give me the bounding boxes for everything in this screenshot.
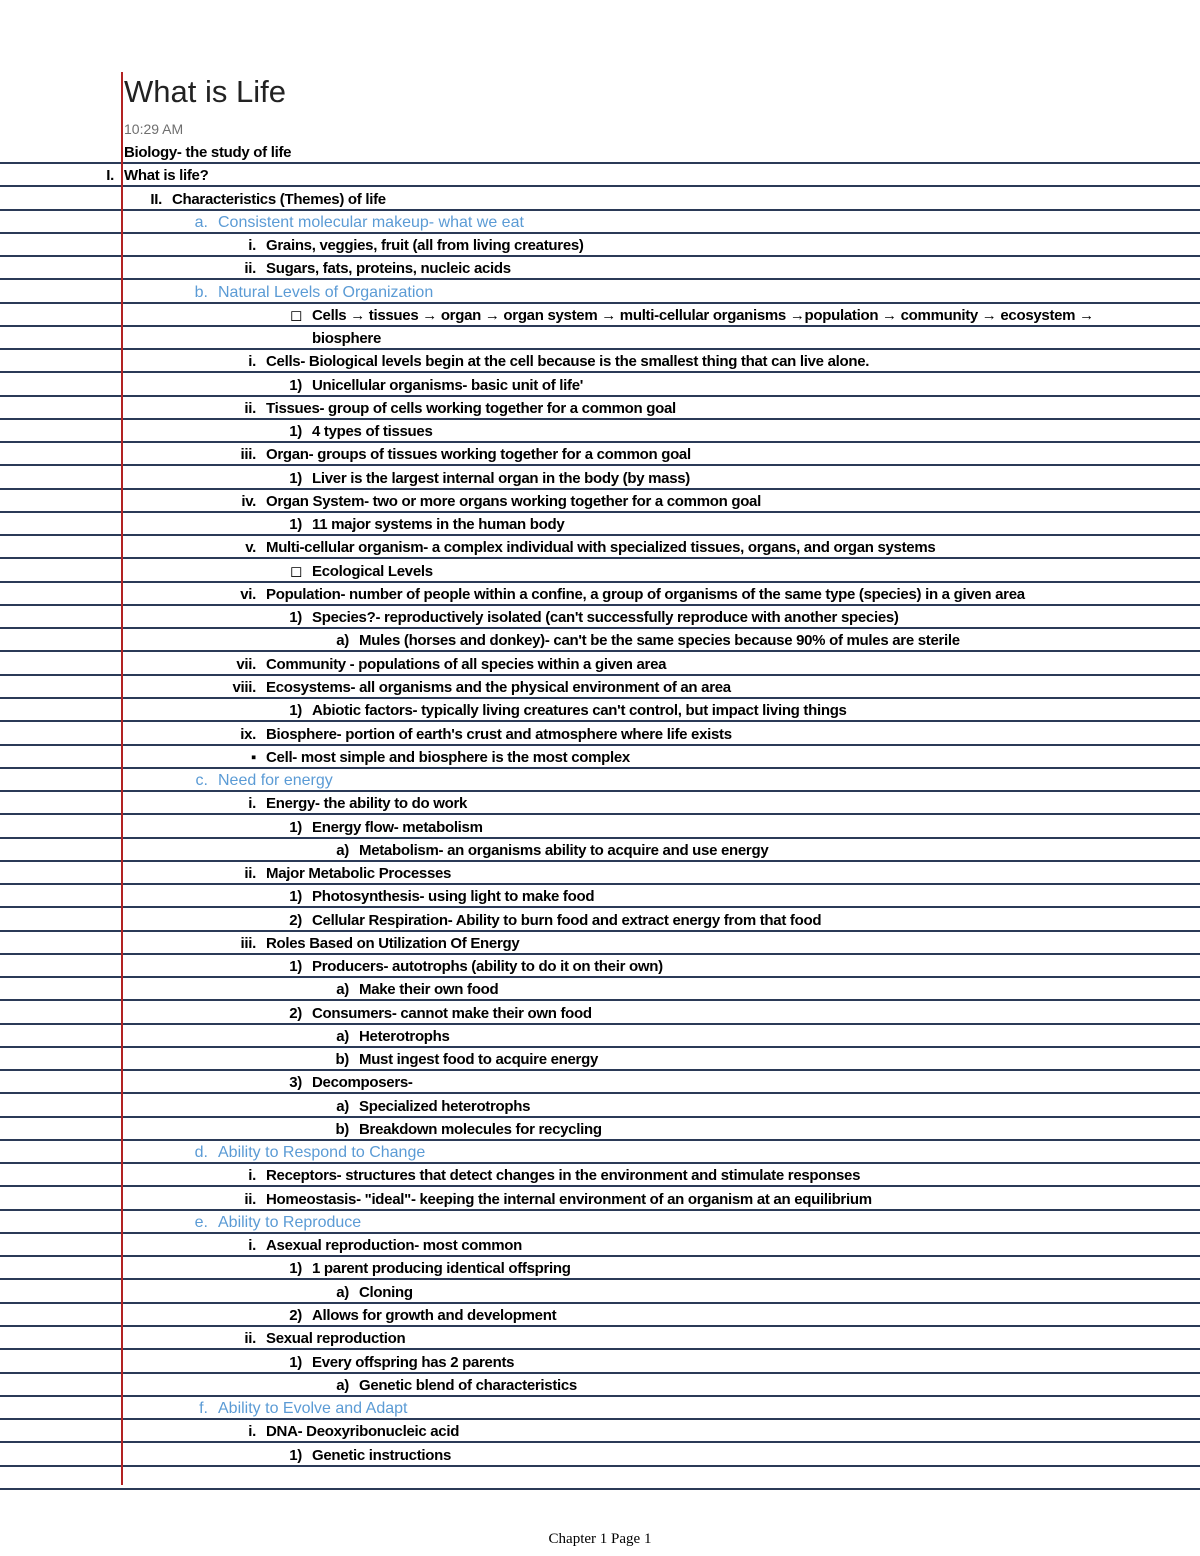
outline-marker: a) (336, 981, 349, 999)
outline-text: Ability to Evolve and Adapt (218, 1400, 408, 1418)
outline-marker: 1) (289, 1446, 302, 1464)
outline-marker: d. (194, 1144, 208, 1162)
outline-text: Every offspring has 2 parents (312, 1353, 515, 1371)
outline-marker: i. (248, 353, 256, 371)
outline-text: Species?- reproductively isolated (can't successfully reproduce with another species) (312, 609, 899, 627)
outline-text: Characteristics (Themes) of life (172, 190, 386, 208)
ruled-line (0, 581, 1200, 583)
outline-item (240, 725, 732, 745)
outline-marker: vii. (236, 655, 256, 673)
outline-item (232, 678, 731, 698)
outline-text: Specialized heterotrophs (359, 1097, 531, 1115)
outline-text: Unicellular organisms- basic unit of life' (312, 376, 584, 394)
outline-item (336, 1376, 577, 1396)
outline-text: Biosphere- portion of earth's crust and atmosphere where life exists (266, 725, 732, 743)
outline-text: Genetic blend of characteristics (359, 1376, 577, 1394)
outline-text: Major Metabolic Processes (266, 865, 452, 883)
outline-text: Liver is the largest internal organ in the body (by mass) (312, 469, 690, 487)
outline-text: Receptors- structures that detect changes in the environment and stimulate responses (266, 1167, 861, 1185)
outline-item (289, 306, 1094, 326)
ruled-line (0, 441, 1200, 443)
ruled-line (0, 1465, 1200, 1467)
outline-marker: viii. (232, 678, 256, 696)
outline-marker: 1) (289, 1353, 302, 1371)
outline-item (289, 1259, 571, 1279)
outline-text: Cell- most simple and biosphere is the most complex (266, 748, 630, 766)
outline-marker: iv. (241, 492, 256, 510)
ruled-line (0, 1116, 1200, 1118)
outline-item (336, 631, 960, 651)
ruled-line (0, 348, 1200, 350)
outline-item (248, 236, 584, 256)
outline-marker: ii. (244, 399, 256, 417)
outline-text: What is life? (124, 167, 209, 185)
outline-marker: i. (248, 237, 256, 255)
outline-marker: a. (194, 213, 208, 231)
outline-item (106, 166, 209, 186)
outline-item (240, 934, 520, 954)
outline-text: Asexual reproduction- most common (266, 1237, 522, 1255)
outline-marker: b) (335, 1051, 349, 1069)
outline-text: Community - populations of all species within a given area (266, 655, 667, 673)
outline-item (236, 655, 667, 675)
outline-item (289, 818, 483, 838)
outline-item (248, 352, 870, 372)
outline-text: Ability to Reproduce (218, 1213, 362, 1231)
ruled-line (0, 883, 1200, 885)
outline-marker: 1) (289, 609, 302, 627)
outline-item (289, 1004, 592, 1024)
ruled-line (0, 1372, 1200, 1374)
outline-text: 4 types of tissues (312, 423, 433, 441)
outline-marker: i. (248, 1237, 256, 1255)
outline-topic (194, 1213, 362, 1233)
outline-item (241, 492, 761, 512)
outline-text: Abiotic factors- typically living creatures can't control, but impact living things (312, 702, 847, 720)
ruled-line (0, 1302, 1200, 1304)
outline-item (336, 980, 499, 1000)
outline-text: Must ingest food to acquire energy (359, 1051, 598, 1069)
outline-text: Energy flow- metabolism (312, 818, 483, 836)
outline-text: Sugars, fats, proteins, nucleic acids (266, 260, 511, 278)
outline-item (289, 911, 822, 931)
outline-topic (194, 283, 434, 303)
outline-marker: b) (335, 1120, 349, 1138)
outline-marker: 1) (289, 888, 302, 906)
outline-marker: ix. (240, 725, 256, 743)
outline-item (244, 1329, 406, 1349)
outline-text: Energy- the ability to do work (266, 795, 468, 813)
outline-text: Homeostasis- "ideal"- keeping the internal environment of an organism at an equilibrium (266, 1190, 872, 1208)
ruled-line (0, 1488, 1200, 1490)
ruled-line (0, 1278, 1200, 1280)
outline-marker: ◻ (289, 562, 302, 580)
outline-item (289, 469, 690, 489)
outline-text: Cells → tissues → organ → organ system → multi-cellular organisms →population → community → ecosystem → (312, 306, 1094, 324)
ruled-line (0, 255, 1200, 257)
outline-text: 11 major systems in the human body (312, 516, 565, 534)
outline-text: Decomposers- (312, 1074, 413, 1092)
outline-item (248, 1422, 460, 1442)
outline-text: Allows for growth and development (312, 1307, 557, 1324)
outline-text: Ability to Respond to Change (218, 1144, 426, 1162)
outline-text: Natural Levels of Organization (218, 283, 434, 301)
outline-marker: ▪ (250, 748, 256, 766)
ruled-line (0, 953, 1200, 955)
outline-item (289, 887, 595, 907)
outline-item (248, 1166, 861, 1186)
outline-marker: ii. (244, 1330, 256, 1348)
outline-text: Cloning (359, 1283, 413, 1301)
outline-item (336, 1027, 450, 1047)
outline-item (240, 445, 691, 465)
outline-marker: a) (336, 1097, 349, 1115)
outline-marker: i. (248, 795, 256, 813)
outline-item (250, 748, 630, 768)
outline-text: Sexual reproduction (266, 1330, 406, 1348)
outline-text: Population- number of people within a confine, a group of organisms of the same type (species) in a given area (266, 585, 1025, 603)
outline-text: Photosynthesis- using light to make food (312, 888, 595, 906)
outline-marker: 3) (289, 1074, 302, 1092)
outline-item (312, 329, 381, 349)
outline-text: Mules (horses and donkey)- can't be the same species because 90% of mules are sterile (359, 632, 960, 650)
ruled-line (0, 1023, 1200, 1025)
outline-text: 1 parent producing identical offspring (312, 1260, 571, 1278)
outline-item (335, 1120, 602, 1140)
outline-marker: a) (336, 1376, 349, 1394)
ruled-line (0, 1325, 1200, 1327)
outline-text: Need for energy (218, 772, 333, 790)
outline-marker: vi. (240, 585, 256, 603)
outline-text: Producers- autotrophs (ability to do it on their own) (312, 958, 663, 976)
outline-marker: c. (195, 772, 208, 790)
outline-marker: 1) (289, 469, 302, 487)
ruled-line (0, 1255, 1200, 1257)
outline-marker: 1) (289, 1260, 302, 1278)
outline-item (289, 515, 565, 535)
outline-marker: ii. (244, 260, 256, 278)
outline-item (289, 1353, 515, 1373)
outline-marker: 1) (289, 702, 302, 720)
timestamp: 10:29 AM (124, 121, 184, 137)
outline-item (244, 864, 452, 884)
ruled-line (0, 1348, 1200, 1350)
outline-item (336, 841, 769, 861)
outline-text: Grains, veggies, fruit (all from living creatures) (266, 237, 584, 255)
outline-item (244, 1190, 872, 1210)
outline-item (244, 259, 511, 279)
margin-line (121, 72, 123, 1485)
ruled-line (0, 999, 1200, 1001)
outline-text: Organ- groups of tissues working together for a common goal (266, 446, 691, 464)
outline-text: Biology- the study of life (124, 144, 292, 161)
outline-marker: I. (106, 167, 114, 185)
outline-text: Organ System- two or more organs working together for a common goal (266, 492, 761, 510)
outline-text: Multi-cellular organism- a complex individual with specialized tissues, organs, and organ systems (266, 539, 936, 557)
outline-marker: 2) (289, 1004, 302, 1022)
outline-marker: e. (194, 1213, 208, 1231)
outline-text: Breakdown molecules for recycling (359, 1120, 602, 1138)
outline-item (245, 538, 936, 558)
outline-marker: ii. (244, 1190, 256, 1208)
outline-marker: 1) (289, 818, 302, 836)
outline-topic (194, 213, 524, 233)
outline-item (248, 794, 468, 814)
outline-item (335, 1050, 598, 1070)
outline-item (240, 585, 1025, 605)
outline-marker: 1) (289, 423, 302, 441)
outline-text: Consistent molecular makeup- what we eat (218, 213, 524, 231)
ruled-line (0, 813, 1200, 815)
outline-marker: ◻ (289, 306, 302, 324)
outline-text: Tissues- group of cells working together for a common goal (266, 399, 676, 417)
outline-marker: f. (199, 1400, 208, 1418)
ruled-line (0, 1395, 1200, 1397)
outline-marker: ii. (244, 865, 256, 883)
outline-item (124, 143, 291, 163)
outline-item (289, 1306, 557, 1326)
ruled-line (0, 395, 1200, 397)
outline-topic (195, 771, 333, 791)
outline-text: Cellular Respiration- Ability to burn food and extract energy from that food (312, 911, 822, 929)
outline-text: Make their own food (359, 981, 499, 999)
outline-marker: a) (336, 841, 349, 859)
outline-marker: 1) (289, 516, 302, 534)
outline-item (289, 422, 433, 442)
outline-item (248, 1236, 522, 1256)
outline-topic (194, 1143, 426, 1163)
ruled-line (0, 1069, 1200, 1071)
outline-text: Roles Based on Utilization Of Energy (266, 934, 520, 952)
outline-marker: II. (150, 190, 162, 208)
outline-text: Consumers- cannot make their own food (312, 1004, 592, 1022)
outline-marker: b. (194, 283, 208, 301)
outline-item (336, 1097, 531, 1117)
outline-item (289, 957, 663, 977)
ruled-line (0, 906, 1200, 908)
outline-item (244, 399, 676, 419)
ruled-line (0, 1092, 1200, 1094)
outline-topic (199, 1399, 408, 1419)
page-footer: Chapter 1 Page 1 (548, 1531, 652, 1547)
ruled-line (0, 278, 1200, 280)
outline-item (336, 1283, 413, 1303)
ruled-line (0, 534, 1200, 536)
outline-marker: 1) (289, 958, 302, 976)
ruled-line (0, 837, 1200, 839)
outline-text: Genetic instructions (312, 1446, 452, 1464)
outline-text: biosphere (312, 330, 381, 348)
outline-text: Cells- Biological levels begin at the cell because is the smallest thing that can live alone. (266, 353, 870, 371)
outline-marker: i. (248, 1423, 256, 1441)
outline-marker: 2) (289, 911, 302, 929)
outline-item (289, 1446, 452, 1466)
outline-item (150, 190, 386, 210)
outline-marker: 1) (289, 376, 302, 394)
outline-item (289, 701, 847, 721)
page-title: What is Life (124, 74, 286, 109)
outline-marker: 2) (289, 1307, 302, 1324)
outline-text: Ecosystems- all organisms and the physical environment of an area (266, 678, 731, 696)
outline-item (289, 376, 584, 396)
outline-item (289, 1073, 413, 1093)
outline-item (289, 608, 899, 628)
outline-text: Metabolism- an organisms ability to acquire and use energy (359, 841, 769, 859)
outline-marker: iii. (240, 446, 256, 464)
outline-text: DNA- Deoxyribonucleic acid (266, 1423, 460, 1441)
outline-text: Ecological Levels (312, 562, 433, 580)
ruled-line (0, 1441, 1200, 1443)
outline-marker: a) (336, 1027, 349, 1045)
outline-marker: iii. (240, 934, 256, 952)
outline-marker: a) (336, 632, 349, 650)
ruled-line (0, 1046, 1200, 1048)
outline-marker: v. (245, 539, 256, 557)
outline-marker: i. (248, 1167, 256, 1185)
outline-marker: a) (336, 1283, 349, 1301)
outline-text: Heterotrophs (359, 1027, 450, 1045)
outline-item (289, 562, 433, 582)
